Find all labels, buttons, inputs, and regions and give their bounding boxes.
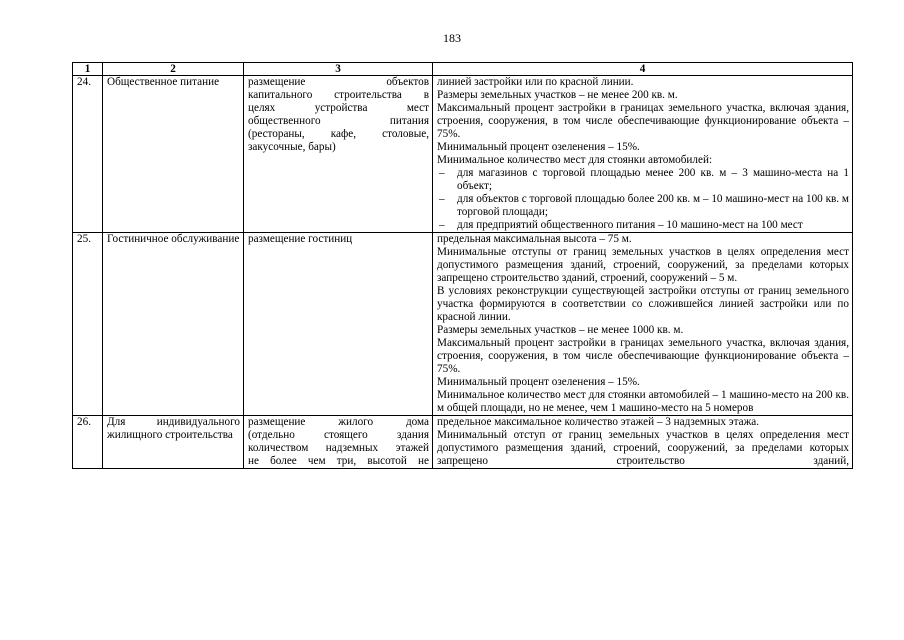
dash-marker: –: [439, 167, 445, 179]
use-parameters: [433, 233, 853, 416]
parameter-paragraph: Размеры земельных участков – не менее 1000 кв. м.: [437, 324, 684, 336]
description-line: (отдельно стоящего здания: [248, 429, 429, 441]
parameter-paragraph: Минимальный процент озеленения – 15%.: [437, 376, 640, 388]
description-line: размещение гостиниц: [248, 233, 353, 245]
description-line: не более чем три, высотой не: [248, 455, 429, 467]
description-line: (рестораны, кафе, столовые,: [248, 128, 429, 140]
row-number: 24.: [73, 76, 103, 233]
description-line: количеством надземных этажей: [248, 442, 429, 454]
bullet-text: для магазинов с торговой площадью менее 200 кв. м – 3 машино-места на 1 объект;: [457, 167, 849, 192]
description-line: капитального строительства в: [248, 89, 429, 101]
description-line: общественного питания: [248, 115, 429, 127]
parameter-paragraph: линией застройки или по красной линии.: [437, 76, 634, 88]
page-number: 183: [443, 31, 461, 45]
column-header-1: 1: [73, 63, 103, 76]
parameter-paragraph: Размеры земельных участков – не менее 200 кв. м.: [437, 89, 678, 101]
parameter-paragraph: Минимальное количество мест для стоянки автомобилей:: [437, 154, 713, 166]
use-parameters: [433, 416, 853, 469]
table-header-row: [73, 63, 853, 76]
table-row: [73, 416, 853, 469]
use-name: Для индивидуального жилищного строительства: [103, 416, 244, 469]
bullet-item: [437, 193, 849, 219]
dash-marker: –: [439, 219, 445, 231]
use-description: [244, 416, 433, 469]
parameter-paragraph: Минимальное количество мест для стоянки автомобилей – 1 машино-место на 200 кв. м общей площади, но не менее, чем 1 машино-место на 5 номеров: [437, 389, 849, 414]
parameter-paragraph: Максимальный процент застройки в границах земельного участка, включая здания, строения, сооружения, в том числе обеспечивающие функционирование объекта – 75%.: [437, 102, 849, 140]
use-description: [244, 76, 433, 233]
description-line: размещение объектов: [248, 76, 429, 88]
use-description: [244, 233, 433, 416]
column-header-2: 2: [103, 63, 244, 76]
parameter-paragraph: Минимальные отступы от границ земельных участков в целях определения мест допустимого размещения зданий, строений, сооружений, за пределами которых запрещено строительство зданий, строений, сооружений – 5 м.: [437, 246, 849, 284]
bullet-item: [437, 167, 849, 193]
use-name: Общественное питание: [103, 76, 244, 233]
description-line: размещение жилого дома: [248, 416, 429, 428]
bullet-text: для объектов с торговой площадью более 200 кв. м – 10 машино-мест на 100 кв. м торговой площади;: [457, 193, 849, 218]
parameter-paragraph: В условиях реконструкции существующей застройки отступы от границ земельного участка формируются в соответствии со сложившейся линией застройки или по красной линии.: [437, 285, 849, 323]
parameter-paragraph: предельное максимальное количество этажей – 3 надземных этажа.: [437, 416, 760, 428]
column-header-4: 4: [433, 63, 853, 76]
bullet-text: для предприятий общественного питания – 10 машино-мест на 100 мест: [457, 219, 803, 231]
dash-marker: –: [439, 193, 445, 205]
regulations-table: [72, 62, 853, 469]
description-line: целях устройства мест: [248, 102, 429, 114]
parameter-paragraph: Максимальный процент застройки в границах земельного участка, включая здания, строения, сооружения, в том числе обеспечивающие функционирование объекта – 75%.: [437, 337, 849, 375]
column-header-3: 3: [244, 63, 433, 76]
use-name: Гостиничное обслуживание: [103, 233, 244, 416]
parameter-paragraph: предельная максимальная высота – 75 м.: [437, 233, 632, 245]
use-parameters: [433, 76, 853, 233]
parameter-paragraph: Минимальный отступ от границ земельных участков в целях определения мест допустимого размещения зданий, строений, сооружений, за пределами которых запрещено строительство зданий,: [437, 429, 849, 467]
row-number: 25.: [73, 233, 103, 416]
table-row: [73, 76, 853, 233]
parameter-paragraph: Минимальный процент озеленения – 15%.: [437, 141, 640, 153]
table-row: [73, 233, 853, 416]
bullet-item: [437, 219, 849, 232]
description-line: закусочные, бары): [248, 141, 336, 153]
row-number: 26.: [73, 416, 103, 469]
